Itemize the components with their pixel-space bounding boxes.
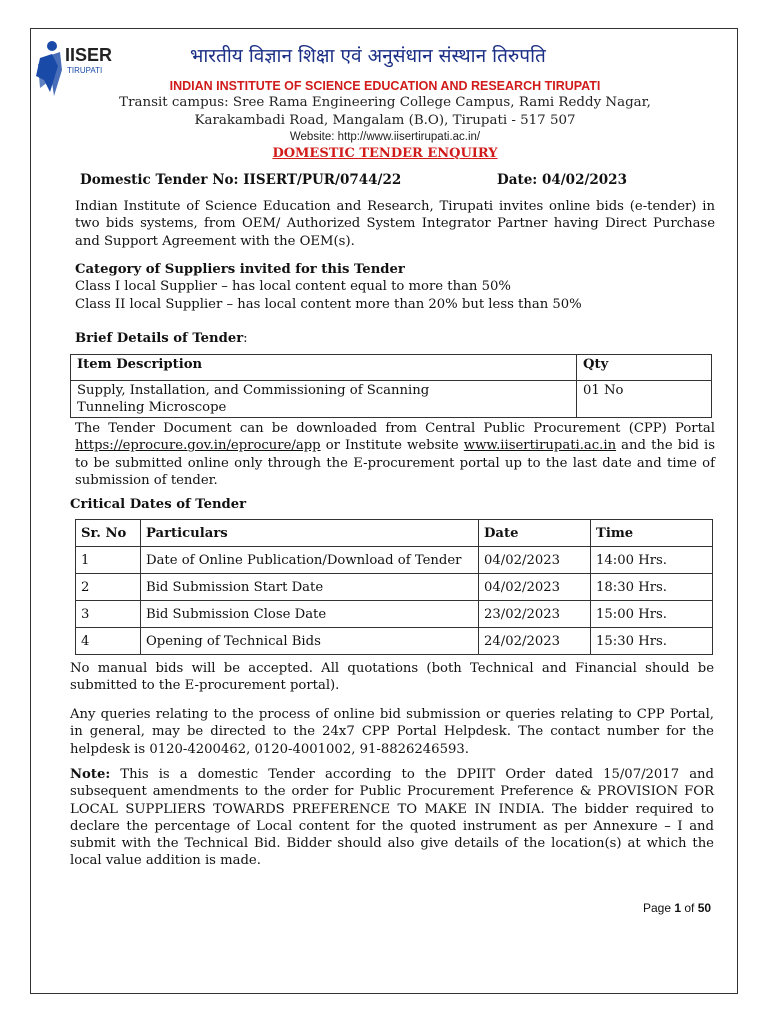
- queries-paragraph: Any queries relating to the process of online bid submission or queries relating to CPP Portal, in general, may be directed to the 24x7 CPP Portal Helpdesk. The contact number for the helpdesk is 0120-4200462, 0120-4001002, 91-8826246593.: [70, 707, 714, 757]
- category-heading: Category of Suppliers invited for this Tender: [75, 262, 405, 277]
- institute-name: INDIAN INSTITUTE OF SCIENCE EDUCATION AND RESEARCH TIRUPATI: [169, 79, 601, 93]
- page-number: [643, 901, 711, 915]
- item-qty: 01 No: [577, 381, 712, 418]
- intro-paragraph: Indian Institute of Science Education and Research, Tirupati invites online bids (e-tender) in two bids systems, from OEM/ Authorized System Integrator Partner having Direct Purchase and Support Agreement with the OEM(s).: [75, 199, 715, 249]
- col-qty: Qty: [577, 355, 712, 381]
- table-row: [71, 381, 712, 418]
- no-manual-bids-paragraph: No manual bids will be accepted. All quotations (both Technical and Financial should be submitted to the E-procurement portal).: [70, 661, 714, 694]
- table-header-row: [76, 520, 713, 547]
- table-header-row: [71, 355, 712, 381]
- sr-no: 2: [76, 574, 141, 601]
- note-text: This is a domestic Tender according to the DPIIT Order dated 15/07/2017 and subsequent amendments to the order for Public Procurement Preference & PROVISION FOR LOCAL SUPPLIERS TOWARDS PREFERENCE TO MAKE IN INDIA. The bidder required to declare the percentage of Local content for the quoted instrument as per Annexure – I and submit with the Technical Bid. Bidder should also give details of the location(s) at which the local value addition is made.: [70, 767, 714, 869]
- tender-date: Date: 04/02/2023: [497, 172, 627, 188]
- critical-dates-table: [75, 519, 713, 655]
- table-row: [76, 547, 713, 574]
- particulars: Bid Submission Start Date: [141, 574, 479, 601]
- supplier-category: [75, 261, 715, 313]
- enquiry-title: DOMESTIC TENDER ENQUIRY: [272, 146, 498, 161]
- date: 24/02/2023: [479, 628, 591, 655]
- tender-number: Domestic Tender No: IISERT/PUR/0744/22: [80, 172, 402, 188]
- time: 18:30 Hrs.: [591, 574, 713, 601]
- col-particulars: Particulars: [141, 520, 479, 547]
- sr-no: 3: [76, 601, 141, 628]
- table-row: [76, 601, 713, 628]
- website: Website: http://www.iisertirupati.ac.in/: [289, 131, 481, 143]
- sr-no: 4: [76, 628, 141, 655]
- time: 15:00 Hrs.: [591, 601, 713, 628]
- date: 04/02/2023: [479, 547, 591, 574]
- date: 23/02/2023: [479, 601, 591, 628]
- col-item-description: Item Description: [71, 355, 577, 381]
- logo-subtext: TIRUPATI: [67, 66, 103, 75]
- download-text-2: or Institute website: [320, 438, 464, 454]
- brief-heading: [75, 330, 715, 347]
- date: 04/02/2023: [479, 574, 591, 601]
- cpp-portal-link[interactable]: https://eprocure.gov.in/eprocure/app: [75, 438, 321, 454]
- sr-no: 1: [76, 547, 141, 574]
- hindi-title: भारतीय विज्ञान शिक्षा एवं अनुसंधान संस्थान तिरुपति: [190, 45, 546, 67]
- note-label: Note:: [70, 767, 111, 782]
- class-2-supplier: Class II local Supplier – has local content more than 20% but less than 50%: [75, 296, 582, 312]
- logo-text: IISER: [65, 45, 113, 65]
- item-description: Supply, Installation, and Commissioning of Scanning Tunneling Microscope: [71, 381, 577, 418]
- current-page: 1: [674, 901, 682, 915]
- col-sr-no: Sr. No: [76, 520, 141, 547]
- address-line-1: Transit campus: Sree Rama Engineering College Campus, Rami Reddy Nagar,: [119, 95, 651, 110]
- of-word: of: [681, 901, 698, 915]
- item-table: [70, 354, 712, 418]
- particulars: Bid Submission Close Date: [141, 601, 479, 628]
- time: 14:00 Hrs.: [591, 547, 713, 574]
- address-line-2: Karakambadi Road, Mangalam (B.O), Tirupati - 517 507: [194, 113, 576, 128]
- time: 15:30 Hrs.: [591, 628, 713, 655]
- critical-dates-heading: Critical Dates of Tender: [70, 497, 247, 512]
- note-paragraph: [70, 766, 714, 870]
- download-text-3: and the bid is to be submitted online only through the E-procurement portal up to the last date and time of submission of tender.: [75, 438, 715, 488]
- class-1-supplier: Class I local Supplier – has local content equal to more than 50%: [75, 279, 511, 295]
- particulars: Date of Online Publication/Download of Tender: [141, 547, 479, 574]
- institute-website-link[interactable]: www.iisertirupati.ac.in: [463, 438, 617, 454]
- page-word: Page: [643, 901, 675, 915]
- total-pages: 50: [697, 901, 712, 915]
- table-row: [76, 574, 713, 601]
- brief-heading-text: Brief Details of Tender: [75, 331, 244, 346]
- download-text-1: The Tender Document can be downloaded from Central Public Procurement (CPP) Portal: [75, 421, 715, 436]
- table-row: [76, 628, 713, 655]
- col-time: Time: [591, 520, 713, 547]
- col-date: Date: [479, 520, 591, 547]
- particulars: Opening of Technical Bids: [141, 628, 479, 655]
- download-paragraph: [75, 420, 715, 489]
- brief-heading-colon: :: [243, 331, 248, 346]
